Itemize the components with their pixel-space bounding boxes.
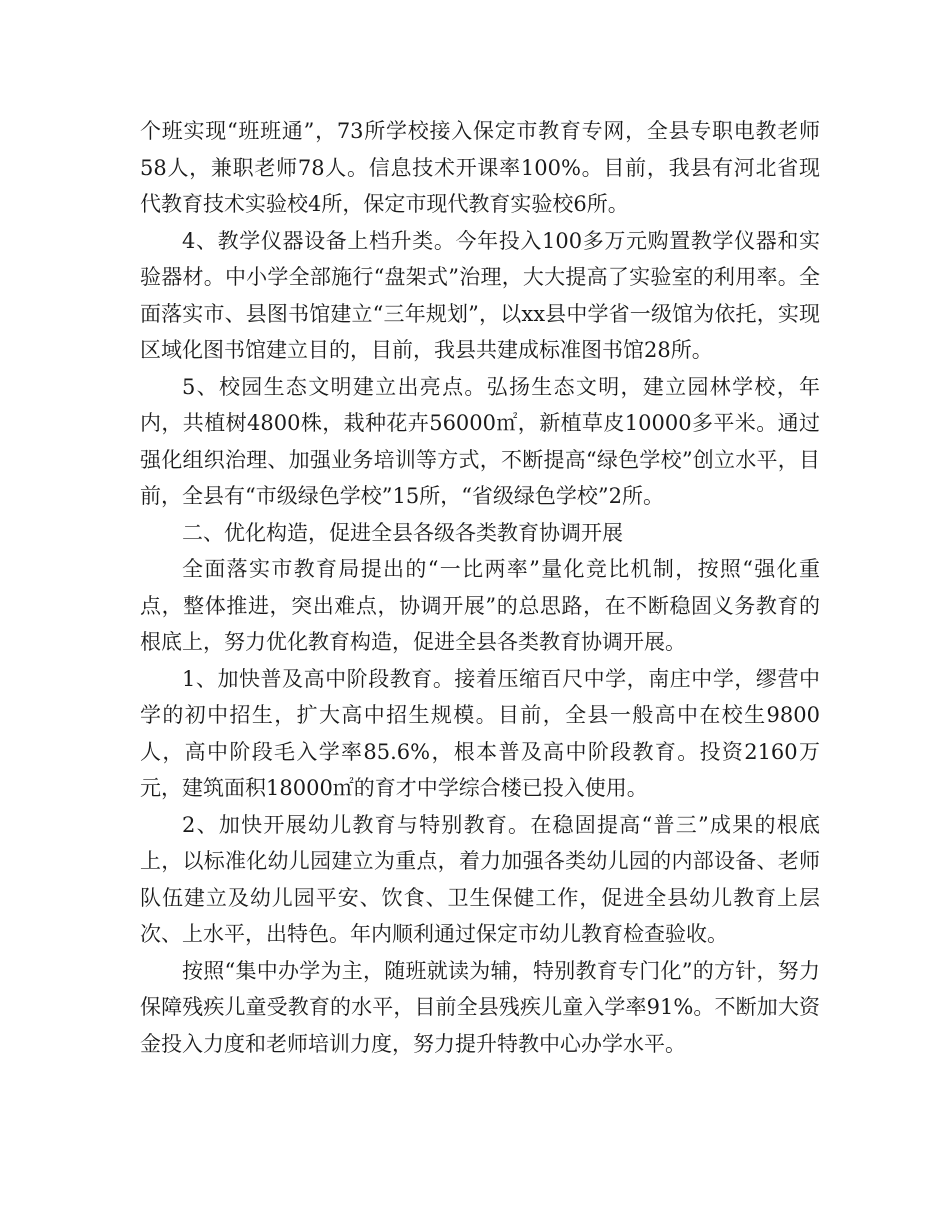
paragraph-special-education: 按照“集中办学为主，随班就读为辅，特别教育专门化”的方针，努力保障残疾儿童受教育的水平，目前全县残疾儿童入学率91%。不断加大资金投入力度和老师培训力度，努力提升特教中心办学水平。 — [140, 958, 820, 1056]
document-body — [140, 113, 820, 1062]
paragraph-preschool-special: 2、加快开展幼儿教育与特别教育。在稳固提高“普三”成果的根底上，以标准化幼儿园建立为重点，着力加强各类幼儿园的内部设备、老师队伍建立及幼儿园平安、饮食、卫生保健工作，促进全县幼儿教育上层次、上水平，出特色。年内顺利通过保定市幼儿教育检查验收。 — [140, 812, 820, 946]
paragraph-implementation: 全面落实市教育局提出的“一比两率”量化竞比机制，按照“强化重点，整体推进，突出难点，协调开展”的总思路，在不断稳固义务教育的根底上，努力优化教育构造，促进全县各类教育协调开展。 — [140, 557, 820, 654]
section-heading-optimize-structure: 二、优化构造，促进全县各级各类教育协调开展 — [182, 520, 623, 545]
paragraph-continuation: 个班实现“班班通”，73所学校接入保定市教育专网，全县专职电教老师58人，兼职老师78人。信息技术开课率100%。目前，我县有河北省现代教育技术实验校4所，保定市现代教育实验校6所。 — [140, 119, 820, 216]
paragraph-teaching-equipment: 4、教学仪器设备上档升类。今年投入100多万元购置教学仪器和实验器材。中小学全部施行“盘架式”治理，大大提高了实验室的利用率。全面落实市、县图书馆建立“三年规划”，以xx县中学省一级馆为依托，实现区域化图书馆建立目的，目前，我县共建成标准图书馆28所。 — [140, 228, 820, 362]
paragraph-campus-ecology: 5、校园生态文明建立出亮点。弘扬生态文明，建立园林学校，年内，共植树4800株，栽种花卉56000㎡，新植草皮10000多平米。通过强化组织治理、加强业务培训等方式，不断提高“绿色学校”创立水平，目前，全县有“市级绿色学校”15所，“省级绿色学校”2所。 — [140, 374, 820, 508]
paragraph-high-school: 1、加快普及高中阶段教育。接着压缩百尺中学，南庄中学，缪营中学的初中招生，扩大高中招生规模。目前，全县一般高中在校生9800人，高中阶段毛入学率85.6%，根本普及高中阶段教育。投资2160万元，建筑面积18000㎡的育才中学综合楼已投入使用。 — [140, 666, 820, 800]
